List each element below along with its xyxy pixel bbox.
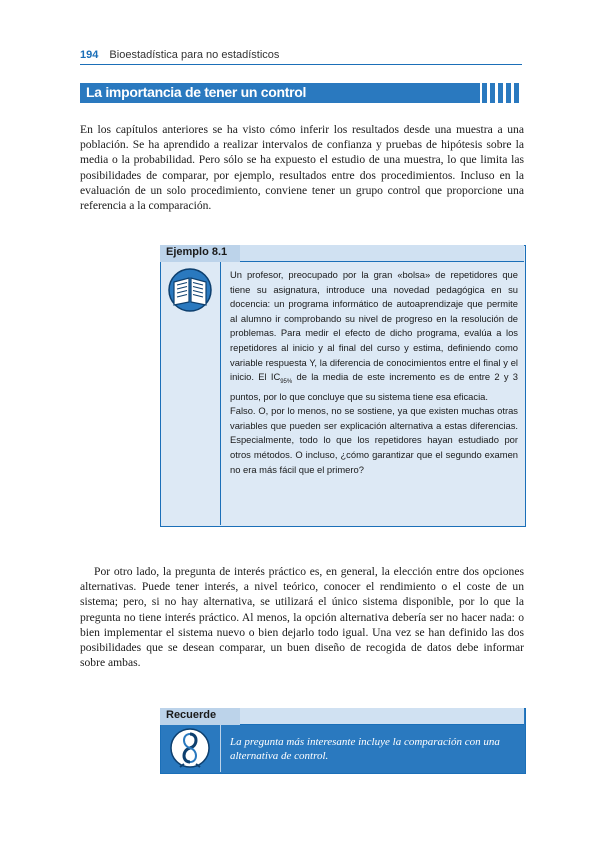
open-book-icon (168, 268, 212, 312)
example-subscript: 95% (280, 379, 293, 386)
header-rule (80, 64, 522, 65)
section-title: La importancia de tener un control (86, 84, 307, 100)
section-stripes (482, 83, 522, 103)
example-label: Ejemplo 8.1 (166, 246, 228, 258)
book-title: Bioestadística para no estadísticos (109, 49, 280, 61)
example-divider (220, 262, 221, 525)
example-text-part2: de la media de este incremento es de entre 2 y 3 puntos, por lo que concluye que su sistema tiene esa eficacia. (230, 371, 519, 402)
example-text-part1: Un profesor, preocupado por la gran «bolsa» de repetidores que tiene su asignatura, introduce una novedad pedagógica en su docencia: un programa informático de autoaprendizaje que permite al alumno ir comprobando su nivel de progreso en la resolución de problemas. Para medir el efecto de dicho programa, evalúa a los repetidores al inicio y al final del curso y estima, definiendo como variable respuesta Y, la diferencia de conocimientos entre el final y el inicio. El IC (230, 269, 518, 383)
example-text (230, 268, 518, 477)
page-number: 194 (80, 49, 99, 61)
running-header (80, 49, 279, 61)
recuerde-text: La pregunta más interesante incluye la comparación con una alternativa de control. (230, 736, 500, 762)
body-paragraph: Por otro lado, la pregunta de interés práctico es, en general, la elección entre dos opciones alternativas. Puede tener interés, a nivel teórico, conocer el rendimiento o el coste de un sistema; pero, si no hay alternativa, se utilizará el único sistema disponible, por lo que la pregunta no tiene interés práctico. Al menos, la opción alternativa debería ser no hacer nada: o bien implementar el sistema nuevo o bien dejarlo todo igual. Una vez se han definido las dos posibilidades que se desean comparar, un buen diseño de recogida de datos debe informar sobre ambas. (80, 565, 524, 670)
intro-paragraph: En los capítulos anteriores se ha visto cómo inferir los resultados desde una muestra a una población. Se ha aprendido a realizar intervalos de confianza y pruebas de hipótesis sobre la media o la probabilidad. Pero sólo se ha expuesto el estudio de una muestra, lo que limita las posibilidades de comparar, por ejemplo, resultados entre dos procedimientos. Incluso en la evaluación de un solo procedimiento, conviene tener un grupo control que proporcione una referencia a la comparación. (80, 123, 524, 213)
recuerde-label: Recuerde (166, 709, 217, 721)
recuerde-divider (220, 725, 221, 772)
reminder-knot-icon (170, 728, 210, 768)
example-text-part3: Falso. O, por lo menos, no se sostiene, ya que existen muchas otras variables que pueden ser explicación alternativa a estas diferencias. Especialmente, todo lo que los repetidores hayan estudiado por otros métodos. O incluso, ¿cómo garantizar que el segundo examen no era más fácil que el primero? (230, 405, 518, 475)
